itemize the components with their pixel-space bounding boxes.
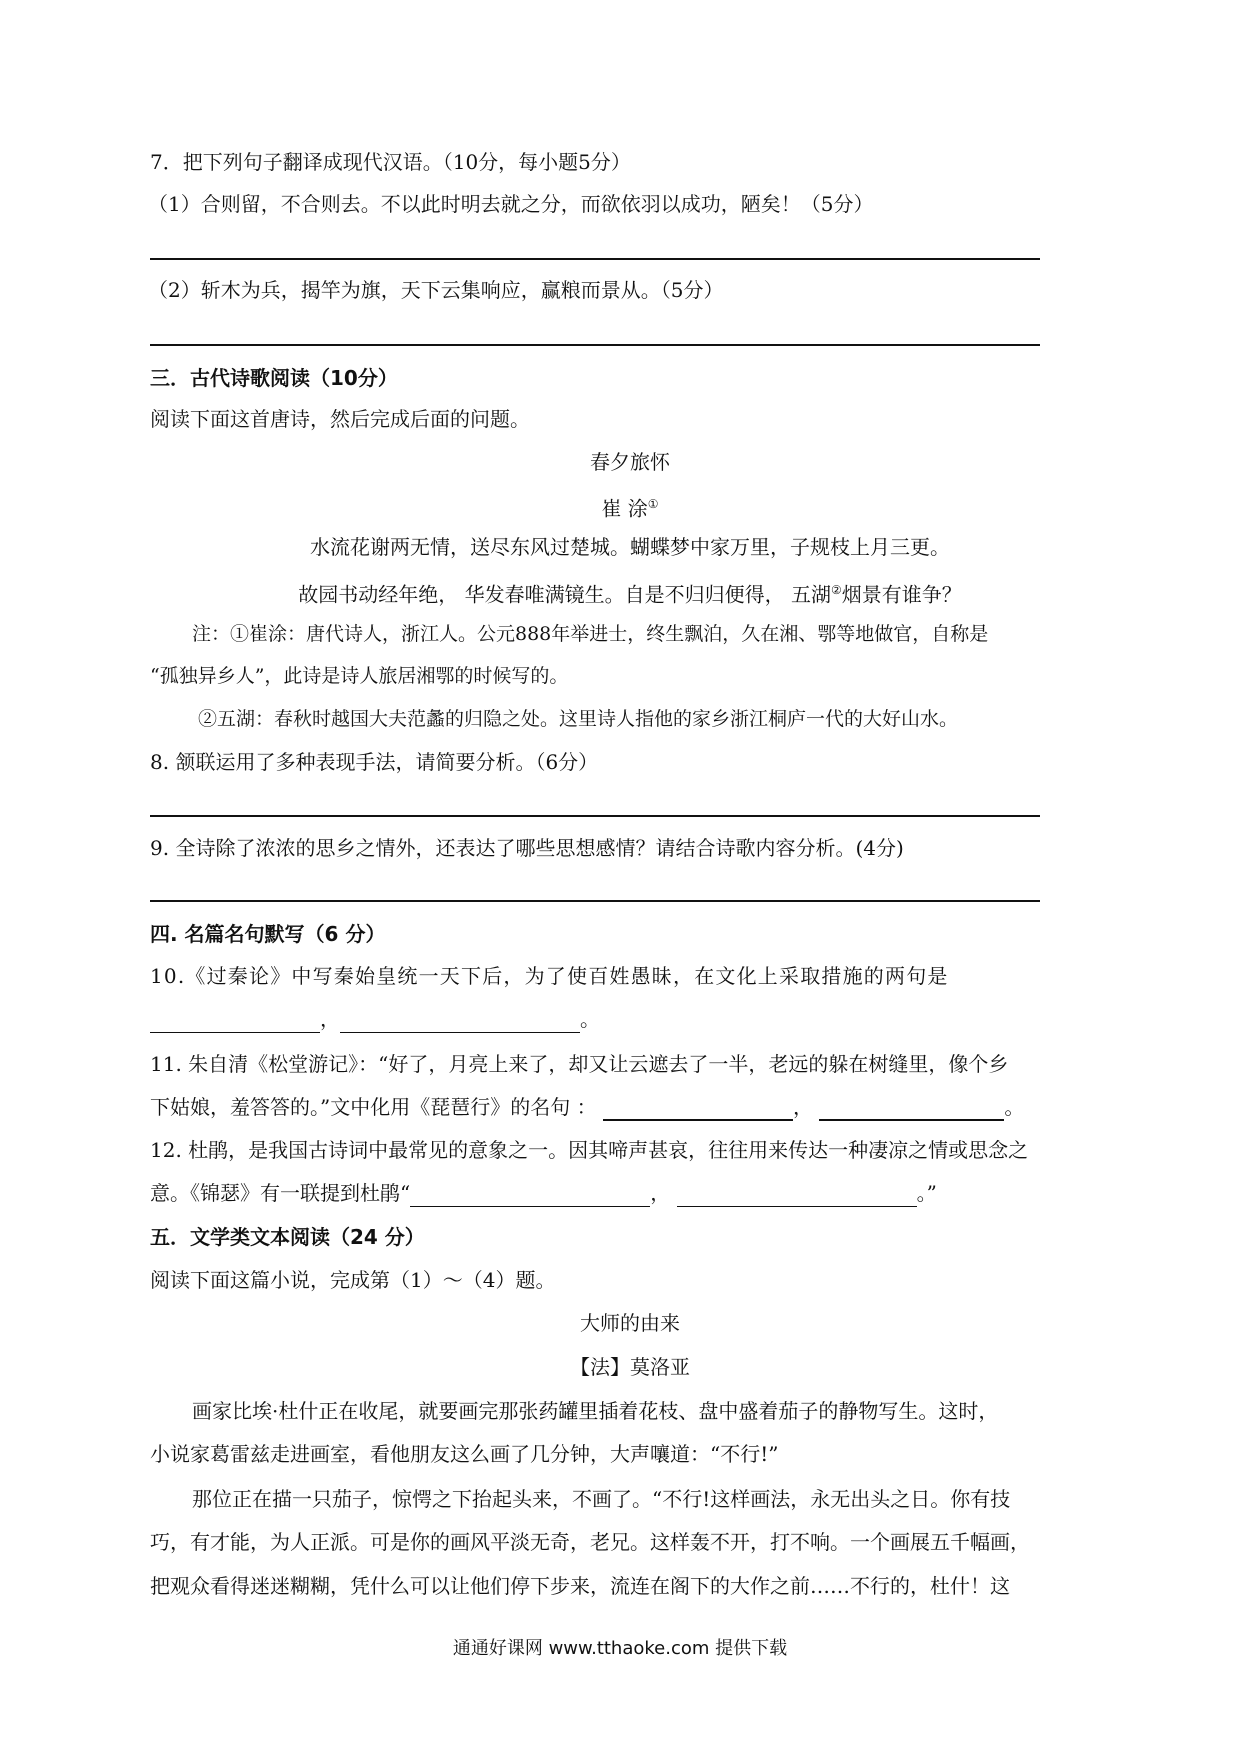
story-p1-line-1: 画家比埃·杜什正在收尾，就要画完那张药罐里插着花枝、盘中盛着茄子的静物写生。这时， bbox=[192, 1399, 999, 1423]
q10-separator: ， bbox=[320, 1007, 340, 1031]
story-p2-line-1: 那位正在描一只茄子，惊愕之下抬起头来，不画了。“不行!这样画法，永无出头之日。你有技 bbox=[192, 1487, 1011, 1511]
section5-intro: 阅读下面这篇小说，完成第（1）～（4）题。 bbox=[150, 1268, 556, 1292]
fill-blank[interactable] bbox=[150, 1010, 320, 1033]
q12-separator: ， bbox=[650, 1181, 671, 1205]
footnote-mark: ① bbox=[647, 497, 659, 511]
q11-separator: ， bbox=[792, 1095, 813, 1119]
poem-title: 春夕旅怀 bbox=[590, 450, 670, 474]
section5-heading: 五．文学类文本阅读（24 分） bbox=[150, 1225, 425, 1249]
q10-end: 。 bbox=[580, 1007, 600, 1031]
footnote-mark: ② bbox=[830, 583, 842, 597]
story-p1-line-2: 小说家葛雷兹走进画室，看他朋友这么画了几分钟，大声嚷道：“不行!” bbox=[150, 1442, 779, 1466]
q12-line-2-text: 意。《锦瑟》有一联提到杜鹃“ bbox=[150, 1181, 411, 1205]
poem-author bbox=[150, 490, 1110, 523]
note-2: ②五湖：春秋时越国大夫范蠡的归隐之处。这里诗人指他的家乡浙江桐庐一代的大好山水。 bbox=[198, 708, 959, 730]
fill-blank[interactable] bbox=[819, 1097, 1004, 1121]
section3-intro: 阅读下面这首唐诗，然后完成后面的问题。 bbox=[150, 407, 530, 431]
fill-blank[interactable] bbox=[677, 1184, 917, 1207]
section3-heading: 三．古代诗歌阅读（10分） bbox=[150, 366, 398, 390]
q11-line-2 bbox=[150, 1093, 1110, 1121]
answer-line bbox=[150, 900, 1040, 902]
page-footer: 通通好课网 www.tthaoke.com 提供下载 bbox=[452, 1638, 788, 1659]
fill-blank[interactable] bbox=[603, 1097, 793, 1121]
poem-line-2 bbox=[150, 576, 1110, 609]
fill-blank[interactable] bbox=[410, 1184, 650, 1207]
q11-end: 。 bbox=[1004, 1095, 1025, 1119]
q7-sub1: （1）合则留，不合则去。不以此时明去就之分，而欲依羽以成功，陋矣！（5分） bbox=[148, 192, 874, 216]
answer-line bbox=[150, 344, 1040, 346]
story-title: 大师的由来 bbox=[580, 1311, 680, 1335]
answer-line bbox=[150, 258, 1040, 260]
q7-sub2: （2）斩木为兵，揭竿为旗，天下云集响应，赢粮而景从。（5分） bbox=[148, 278, 724, 302]
q7-title: 7．把下列句子翻译成现代汉语。（10分，每小题5分） bbox=[150, 150, 631, 174]
poem-line-1: 水流花谢两无情，送尽东风过楚城。蝴蝶梦中家万里，子规枝上月三更。 bbox=[310, 535, 950, 559]
story-p2-line-3: 把观众看得迷迷糊糊，凭什么可以让他们停下步来，流连在阁下的大作之前……不行的，杜什！这 bbox=[150, 1574, 1010, 1598]
q10-line-1: 10.《过秦论》中写秦始皇统一天下后，为了使百姓愚昧，在文化上采取措施的两句是 bbox=[150, 964, 949, 988]
story-p2-line-2: 巧，有才能，为人正派。可是你的画风平淡无奇，老兄。这样轰不开，打不响。一个画展五千幅画， bbox=[150, 1530, 1030, 1554]
story-author: 【法】莫洛亚 bbox=[570, 1355, 690, 1379]
note-1-line-1: 注：①崔涂：唐代诗人，浙江人。公元888年举进士，终生飘泊，久在湘、鄂等地做官，自称是 bbox=[192, 623, 989, 645]
q11-line-2-text: 下姑娘，羞答答的。”文中化用《琵琶行》的名句 ： bbox=[150, 1095, 597, 1119]
note-1-line-2: “孤独异乡人”，此诗是诗人旅居湘鄂的时候写的。 bbox=[150, 665, 569, 687]
q12-end: 。” bbox=[916, 1181, 937, 1205]
q12-line-2 bbox=[150, 1179, 1110, 1207]
q11-line-1: 11. 朱自清《松堂游记》：“好了，月亮上来了，却又让云遮去了一半，老远的躲在树缝里，像个乡 bbox=[150, 1052, 1009, 1076]
q8: 8. 颔联运用了多种表现手法，请简要分析。（6分） bbox=[150, 750, 599, 774]
section4-heading: 四. 名篇名句默写（6 分） bbox=[150, 922, 386, 946]
q10-line-2 bbox=[150, 1005, 1110, 1033]
q12-line-1: 12. 杜鹃，是我国古诗词中最常见的意象之一。因其啼声甚哀，往往用来传达一种凄凉之情或思念之 bbox=[150, 1138, 1029, 1162]
poem-line-2-part-a: 故园书动经年绝， 华发春唯满镜生。自是不归归便得， 五湖 bbox=[298, 582, 831, 607]
answer-line bbox=[150, 815, 1040, 817]
fill-blank[interactable] bbox=[340, 1010, 580, 1033]
poem-author-name: 崔 涂 bbox=[601, 496, 648, 521]
q9: 9. 全诗除了浓浓的思乡之情外，还表达了哪些思想感情？请结合诗歌内容分析。(4分) bbox=[150, 836, 904, 860]
poem-line-2-part-b: 烟景有谁争？ bbox=[841, 582, 962, 607]
